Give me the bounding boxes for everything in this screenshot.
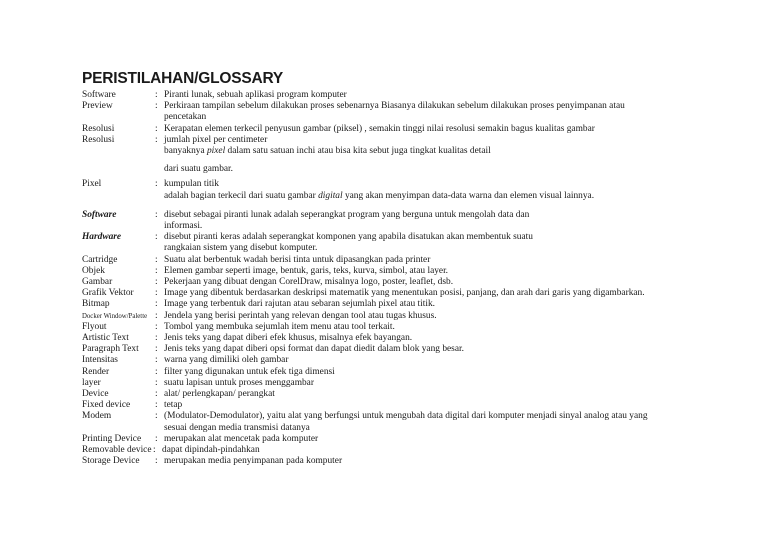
glossary-entry bbox=[82, 344, 722, 355]
entry-colon: : bbox=[153, 445, 156, 456]
glossary-entry bbox=[82, 411, 722, 433]
glossary-entry bbox=[82, 277, 722, 288]
glossary-entry bbox=[82, 434, 722, 445]
entry-term: layer bbox=[82, 377, 101, 388]
entry-term: Intensitas bbox=[82, 355, 118, 366]
entry-colon: : bbox=[155, 209, 158, 220]
entry-term: Render bbox=[82, 366, 110, 377]
entry-colon: : bbox=[155, 232, 158, 243]
entry-term: Objek bbox=[82, 265, 105, 276]
glossary-entry bbox=[82, 124, 722, 135]
glossary-entry bbox=[82, 101, 722, 123]
entry-definition: Perkiraan tampilan sebelum dilakukan proses sebenarnya Biasanya dilakukan sebelum dilakukan proses penyimpanan atau bbox=[164, 101, 625, 112]
entry-term: Pixel bbox=[82, 179, 102, 190]
entry-definition-continued: pencetakan bbox=[164, 112, 207, 123]
entry-definition: Piranti lunak, sebuah aplikasi program komputer bbox=[164, 90, 347, 100]
glossary-entry bbox=[82, 288, 722, 299]
entry-definition: Kerapatan elemen terkecil penyusun gambar (piksel) , semakin tinggi nilai resolusi semakin bagus kualitas gambar bbox=[164, 123, 595, 134]
entry-colon: : bbox=[155, 377, 158, 388]
entry-term: Hardware bbox=[82, 232, 122, 243]
entry-colon: : bbox=[155, 310, 158, 321]
entry-term: Docker Window/Palette bbox=[82, 312, 148, 320]
entry-colon: : bbox=[155, 433, 158, 444]
entry-definition: (Modulator-Demodulator), yaitu alat yang berfungsi untuk mengubah data digital dari komputer menjadi sinyal analog atau yang bbox=[164, 411, 648, 422]
entry-term: Resolusi bbox=[82, 123, 115, 134]
text-part: yang akan menyimpan data-data warna dan elemen visual lainnya. bbox=[342, 190, 595, 201]
entry-definition: tetap bbox=[164, 400, 183, 411]
entry-colon: : bbox=[155, 389, 158, 400]
entry-colon: : bbox=[155, 254, 158, 265]
entry-definition: Elemen gambar seperti image, bentuk, garis, teks, kurva, simbol, atau layer. bbox=[164, 265, 449, 276]
entry-term: Cartridge bbox=[82, 254, 118, 265]
entry-colon: : bbox=[155, 366, 158, 377]
glossary-entry bbox=[82, 266, 722, 277]
entry-definition: suatu lapisan untuk proses menggambar bbox=[164, 377, 314, 388]
glossary-entry bbox=[82, 456, 722, 467]
entry-colon: : bbox=[155, 299, 158, 310]
entry-definition: Image yang terbentuk dari rajutan atau sebaran sejumlah pixel atau titik. bbox=[164, 299, 435, 310]
entry-definition: merupakan media penyimpanan pada komputer bbox=[164, 456, 343, 467]
entry-colon: : bbox=[155, 123, 158, 134]
entry-definition: Jendela yang berisi perintah yang relevan dengan tool atau tugas khusus. bbox=[164, 310, 437, 321]
entry-definition: merupakan alat mencetak pada komputer bbox=[164, 433, 319, 444]
glossary-entry bbox=[82, 400, 722, 411]
glossary-entry bbox=[82, 90, 722, 101]
entry-colon: : bbox=[155, 179, 158, 190]
entry-term: Device bbox=[82, 389, 109, 400]
entry-definition: Tombol yang membuka sejumlah item menu atau tool terkait. bbox=[164, 321, 395, 332]
entry-colon: : bbox=[155, 400, 158, 411]
entry-term: Modem bbox=[82, 411, 112, 422]
entry-definition-continued: sesuai dengan media transmisi datanya bbox=[164, 422, 310, 433]
entry-definition-continued bbox=[164, 191, 722, 202]
page-title: PERISTILAHAN/GLOSSARY bbox=[82, 70, 284, 87]
entry-colon: : bbox=[155, 90, 158, 100]
entry-definition: Jenis teks yang dapat diberi opsi format dan dapat diedit dalam blok yang besar. bbox=[164, 344, 464, 355]
glossary-entry bbox=[82, 355, 722, 366]
entry-term: Storage Device bbox=[82, 456, 140, 467]
entry-term: Printing Device bbox=[82, 433, 142, 444]
entry-definition: disebut sebagai piranti lunak adalah seperangkat program yang berguna untuk mengolah data dan bbox=[164, 209, 530, 220]
entry-colon: : bbox=[155, 288, 158, 299]
emphasis-text: digital bbox=[318, 190, 343, 201]
entry-definition: filter yang digunakan untuk efek tiga dimensi bbox=[164, 366, 335, 377]
entry-term: Flyout bbox=[82, 321, 107, 332]
text-part: banyaknya bbox=[164, 146, 207, 157]
entry-term: Preview bbox=[82, 101, 113, 112]
glossary-entry bbox=[82, 367, 722, 378]
glossary-entry bbox=[82, 255, 722, 266]
glossary-entry bbox=[82, 389, 722, 400]
entry-definition: Pekerjaan yang dibuat dengan CorelDraw, misalnya logo, poster, leaflet, dsb. bbox=[164, 277, 454, 288]
glossary-entry bbox=[82, 322, 722, 333]
entry-colon: : bbox=[155, 101, 158, 112]
glossary-entry bbox=[82, 311, 722, 322]
entry-colon: : bbox=[155, 134, 158, 145]
entry-term: Software bbox=[82, 209, 117, 220]
entry-term: Bitmap bbox=[82, 299, 110, 310]
glossary-entry bbox=[82, 232, 722, 254]
entry-term: Resolusi bbox=[82, 134, 115, 145]
glossary-page bbox=[82, 70, 722, 468]
entry-definition: alat/ perlengkapan/ perangkat bbox=[164, 389, 275, 400]
entry-term: Software bbox=[82, 90, 116, 100]
entry-definition: disebut piranti keras adalah seperangkat komponen yang apabila disatukan akan membentuk suatu bbox=[164, 232, 533, 243]
entry-definition: kumpulan titik bbox=[164, 179, 219, 190]
entry-colon: : bbox=[155, 456, 158, 467]
entry-term: Removable device bbox=[82, 445, 152, 456]
glossary-entry bbox=[82, 378, 722, 389]
entry-definition: jumlah pixel per centimeter bbox=[164, 134, 268, 145]
entry-colon: : bbox=[155, 411, 158, 422]
glossary-entry bbox=[82, 333, 722, 344]
entry-definition: Suatu alat berbentuk wadah berisi tinta untuk dipasangkan pada printer bbox=[164, 254, 431, 265]
entry-colon: : bbox=[155, 321, 158, 332]
entry-colon: : bbox=[155, 265, 158, 276]
entry-colon: : bbox=[155, 344, 158, 355]
entry-definition-continued bbox=[164, 146, 722, 157]
entry-colon: : bbox=[155, 277, 158, 288]
entry-definition-extra: dari suatu gambar. bbox=[164, 164, 233, 175]
glossary-entry bbox=[82, 299, 722, 310]
entry-term: Paragraph Text bbox=[82, 344, 139, 355]
entry-term: Artistic Text bbox=[82, 333, 129, 344]
entry-definition: Jenis teks yang dapat diberi efek khusus, misalnya efek bayangan. bbox=[164, 333, 413, 344]
glossary-entry bbox=[82, 210, 722, 232]
entry-term: Gambar bbox=[82, 277, 113, 288]
entry-term: Grafik Vektor bbox=[82, 288, 134, 299]
entry-definition: dapat dipindah-pindahkan bbox=[162, 445, 260, 456]
glossary-entry bbox=[82, 135, 722, 176]
entry-definition-continued: informasi. bbox=[164, 221, 203, 232]
entry-definition: Image yang dibentuk berdasarkan deskripsi matematik yang menentukan posisi, panjang, dan arah dari garis yang digambarkan. bbox=[164, 288, 645, 299]
entry-colon: : bbox=[155, 333, 158, 344]
glossary-entry bbox=[82, 445, 722, 456]
entry-definition: warna yang dimiliki oleh gambar bbox=[164, 355, 289, 366]
text-part: adalah bagian terkecil dari suatu gambar bbox=[164, 190, 319, 201]
entry-term: Fixed device bbox=[82, 400, 131, 411]
text-part: dalam satu satuan inchi atau bisa kita sebut juga tingkat kualitas detail bbox=[225, 146, 491, 157]
entry-definition-continued: rangkaian sistem yang disebut komputer. bbox=[164, 243, 318, 254]
glossary-entry bbox=[82, 179, 722, 201]
emphasis-text: pixel bbox=[206, 146, 226, 157]
entry-colon: : bbox=[155, 355, 158, 366]
